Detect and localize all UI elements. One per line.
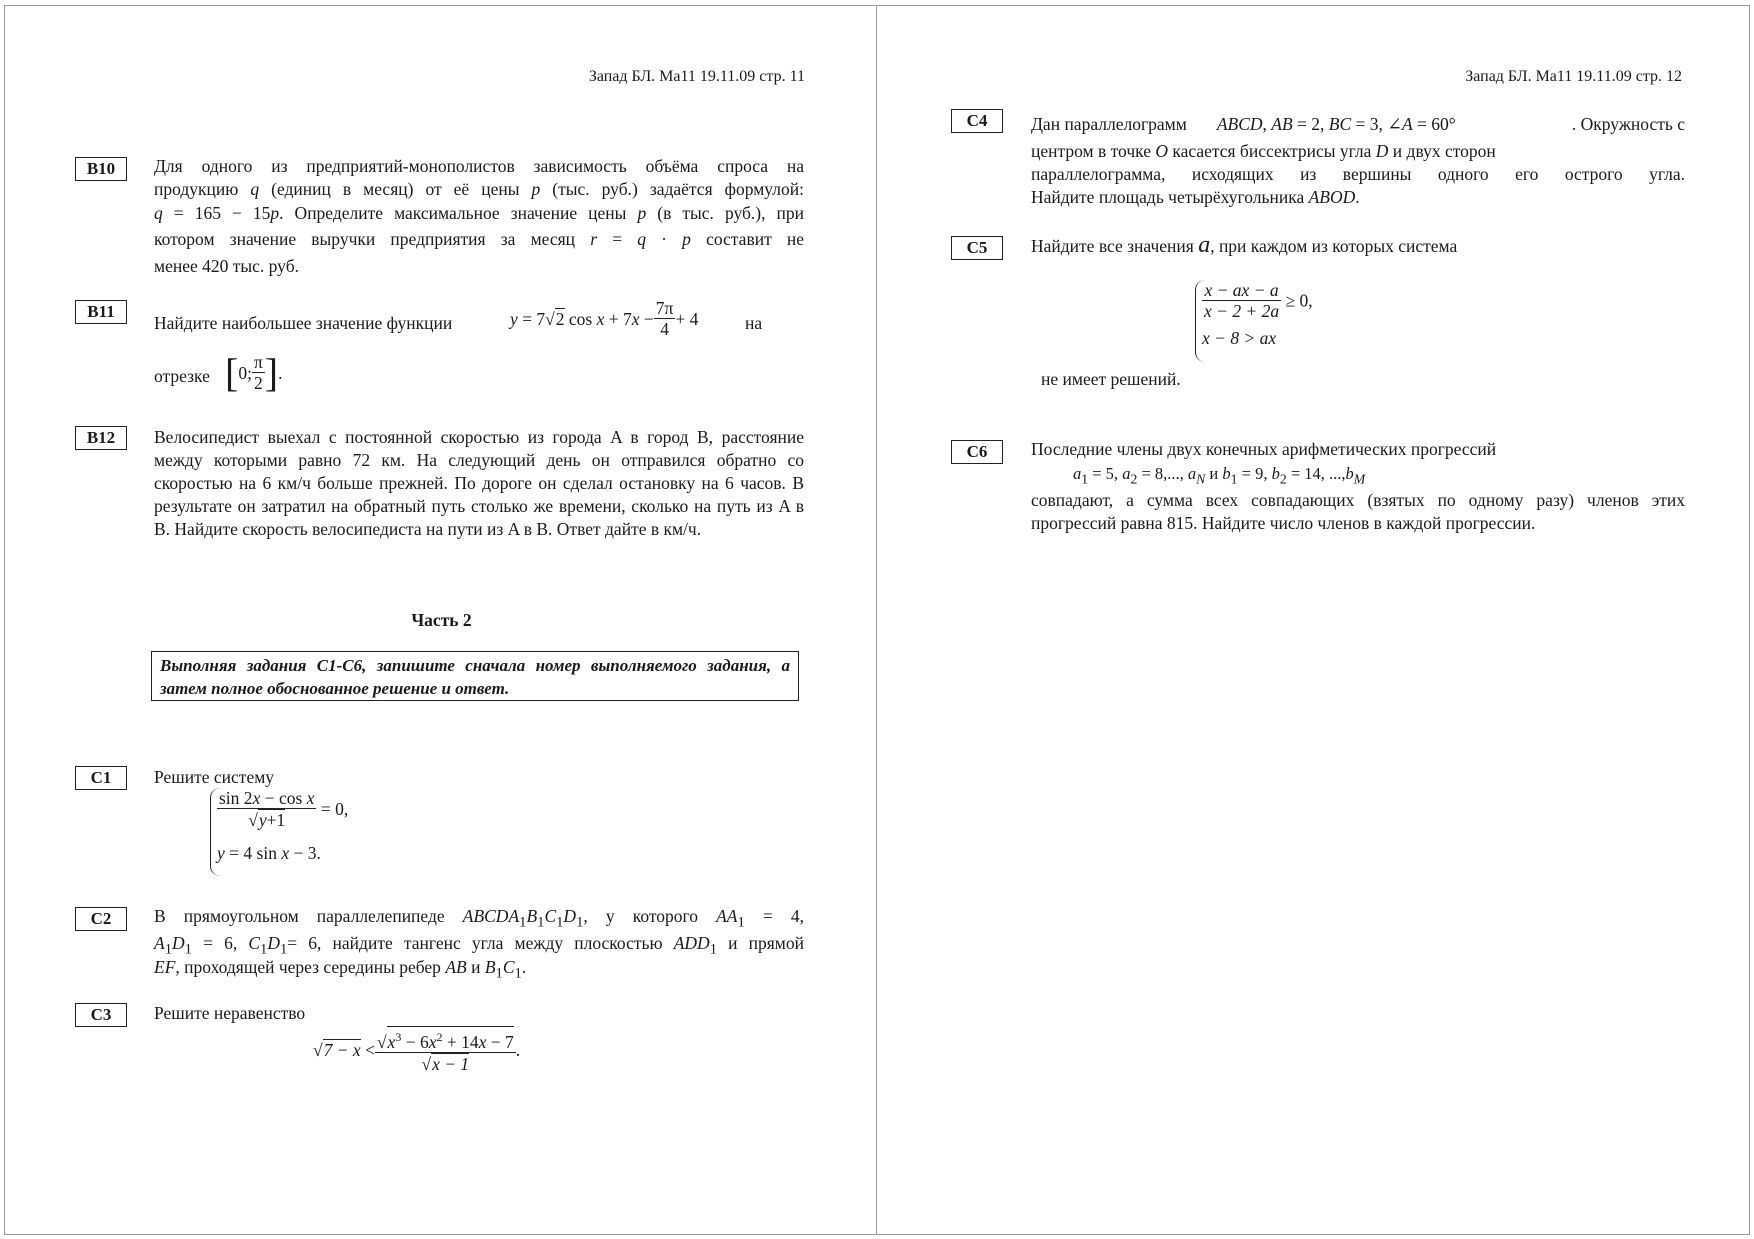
task-label-c6: C6: [951, 440, 1003, 464]
task-label-b10: B10: [75, 157, 127, 181]
page-header: Запад БЛ. Ма11 19.11.09 стр. 11: [588, 68, 805, 85]
c3-inequality: √7 − x < $\frac{√x^3 - 6x^2 + 14x - 7}{√x - 1}$ .: [313, 1026, 520, 1074]
c1-system: $\frac{\text{sin 2x − cos x}}{√y+1}$ = 0, y = 4 sin x − 3.: [210, 788, 348, 876]
task-label-c3: C3: [75, 1003, 127, 1027]
right-page: Запад БЛ. Ма11 19.11.09 стр. 12 C4 Дан параллелограмм ABCD, AB = 2, BC = 3, ∠A = 60° . Окружность с центром в точке O касается биссектрисы угла D и двух сторон параллелограмма, исходящих из вершины одного его острого угла. Найдите площадь четырёхугольника ABOD. C5 Найдите все значения a, при каждом из которых система $\frac{x - ax - a}{x - 2 + 2a}$ ≥ 0, x − 8 > ax не имеет решений. C6 Последние члены двух конечных арифметических прогрессий $a_1 = 5$, $a_2 = 8$,..., $a_N$ и $b_1 = 9$, $b_2 = 14$, $...,b_M$ совпадают, а сумма всех совпадающих (взятых по одному разу) членов этих прогрессий равна 815. Найдите число членов в каждой прогрессии.: [876, 5, 1750, 1235]
task-label-c2: C2: [75, 907, 127, 931]
task-label-c4: C4: [951, 109, 1003, 133]
task-label-c1: C1: [75, 766, 127, 790]
c5-system: $\frac{x - ax - a}{x - 2 + 2a}$ ≥ 0, x − 8 > ax: [1195, 280, 1313, 362]
task-b12-text: Велосипедист выехал с постоянной скоростью из города A в город B, расстояние между которыми равно 72 км. На следующий день он отправился обратно со скоростью на 6 км/ч больше прежней. По дороге он сделал остановку на 6 часов. В результате он затратил на обратный путь столько же времени, сколько на путь из A в B. Найдите скорость велосипедиста на пути из A в B. Ответ дайте в км/ч.: [154, 427, 804, 539]
left-page: Запад БЛ. Ма11 19.11.09 стр. 11 B10 Для одного из предприятий-монополистов зависимость объёма спроса на продукцию q (единиц в месяц) от её цены p (тыс. руб.) задаётся формулой: q = 165 − 15p. Определите максимальное значение цены p (в тыс. руб.), при котором значение выручки предприятия за месяц r = q · p составит не менее 420 тыс. руб. B11 Найдите наибольшее значение функции y = 7√2 cos x + 7x − $\frac{7\pi}{4}$ + 4 на отрезке [0; $\frac{\pi}{2}$ ]. B12 Велосипедист выехал с постоянной скоростью из города A в город B, расстояние между которыми равно 72 км. На следующий день он отправился обратно со скоростью на 6 км/ч больше прежней. По дороге он сделал остановку на 6 часов. В результате он затратил на обратный путь столько же времени, сколько на путь из A в B. Найдите скорость велосипедиста на пути из A в B. Ответ дайте в км/ч. Часть 2 Выполняя задания С1-С6, запишите сначала номер выполняемого задания, а затем полное обоснованное решение и ответ. C1 Решите систему $\frac{\text{sin 2x − cos x}}{√y+1}$ = 0, y = 4 sin x − 3. C2 В прямоугольном параллелепипеде $ABCDA_1B_1C_1D_1$, у которого $AA_1 = 4$, $A_1D_1 = 6$, $C_1D_1= 6$, найдите тангенс угла между плоскостью $ADD_1$ и прямой EF, проходящей через середины ребер AB и $B_1C_1$. C3 Решите неравенство √7 − x < $\frac{√x^3 - 6x^2 + 14x - 7}{√x - 1}$ .: [4, 5, 877, 1235]
segment-interval: [0; $\frac{\pi}{2}$ ].: [225, 349, 283, 395]
task-c1-text: Решите систему: [154, 767, 275, 787]
page-header: Запад БЛ. Ма11 19.11.09 стр. 12: [1465, 68, 1682, 85]
part-title: Часть 2: [411, 610, 472, 630]
task-c5-text: Найдите все значения a, при каждом из которых система: [1031, 232, 1458, 258]
instruction-box: Выполняя задания С1-С6, запишите сначала номер выполняемого задания, а затем полное обоснованное решение и ответ.: [151, 651, 799, 701]
task-label-b11: B11: [75, 300, 127, 324]
function-formula: y = 7√2 cos x + 7x − $\frac{7\pi}{4}$ + 4: [510, 298, 699, 339]
progressions: $a_1 = 5$, $a_2 = 8$,..., $a_N$ и $b_1 = 9$, $b_2 = 14$, $...,b_M$: [1073, 464, 1366, 487]
c5-tail: не имеет решений.: [1041, 369, 1181, 389]
task-label-b12: B12: [75, 426, 127, 450]
task-label-c5: C5: [951, 236, 1003, 260]
task-c3-text: Решите неравенство: [154, 1003, 306, 1023]
